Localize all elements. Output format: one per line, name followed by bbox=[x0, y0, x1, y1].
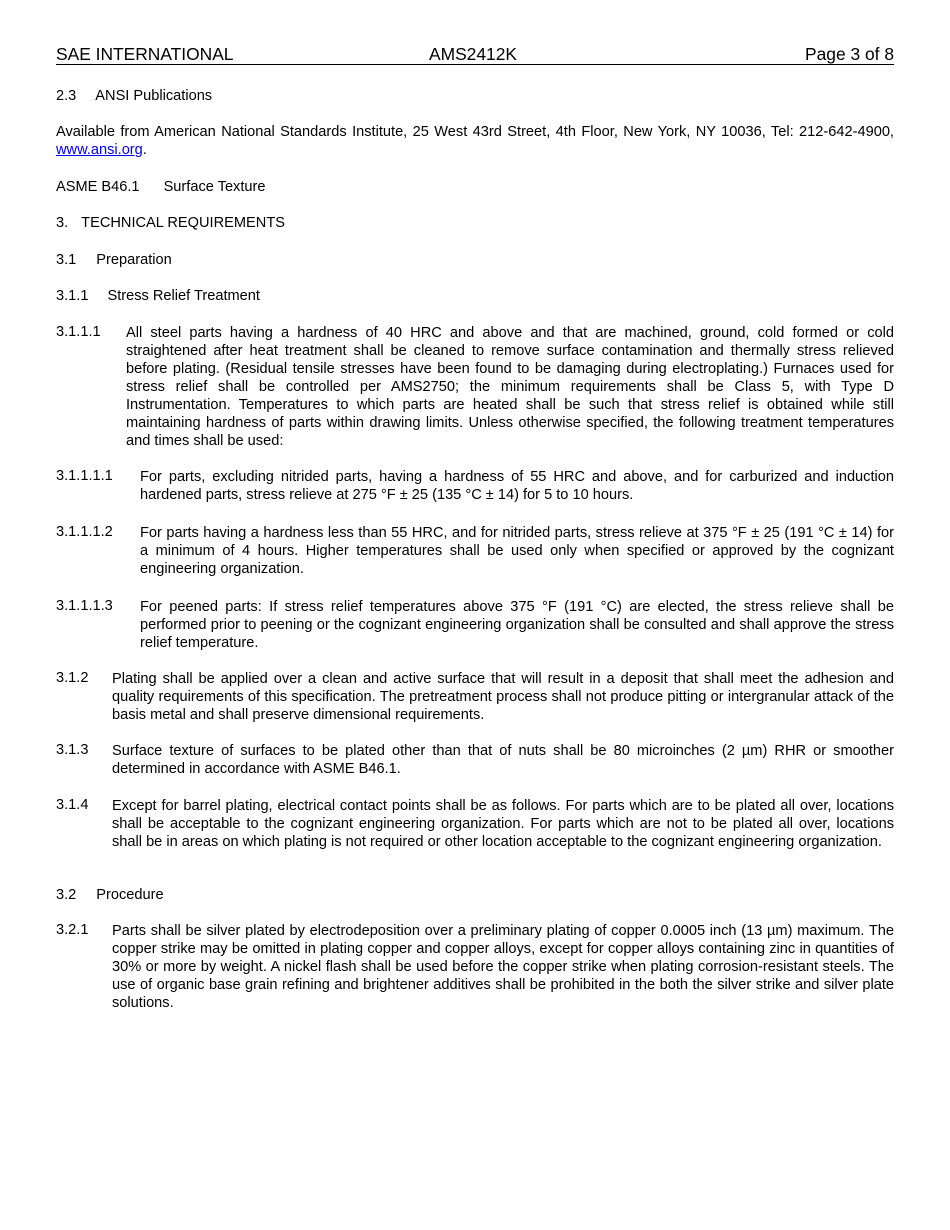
section-title: ANSI Publications bbox=[95, 88, 213, 104]
section-3-2 bbox=[56, 886, 894, 904]
section-3-1-1 bbox=[56, 287, 894, 305]
section-text: For peened parts: If stress relief temperatures above 375 °F (191 °C) are elected, the stress relieve shall be performed prior to peening or the cognizant engineering organization shall be consulted and shall approve the stress relief temperature. bbox=[140, 599, 894, 651]
section-number: 3.1.4 bbox=[56, 797, 89, 813]
section-number: 3.1.1 bbox=[56, 288, 89, 304]
asme-code: ASME B46.1 bbox=[56, 179, 140, 195]
section-3-1-1-1-3 bbox=[56, 598, 894, 652]
section-3-1-3 bbox=[56, 742, 894, 778]
section-3-1-1-1-1 bbox=[56, 468, 894, 504]
section-3-1-1-1-2 bbox=[56, 524, 894, 578]
section-3-1-4 bbox=[56, 797, 894, 851]
section-number: 3.1.1.1 bbox=[56, 324, 101, 340]
header-doc-id: AMS2412K bbox=[429, 44, 517, 64]
section-text: All steel parts having a hardness of 40 HRC and above and that are machined, ground, cold formed or cold straightened after heat treatment shall be cleaned to remove surface contamination and thermally stress relieved before plating. (Residual tensile stresses have been found to be damaging during electroplating.) Furnaces used for stress relief shall be controlled per AMS2750; the minimum requirements shall be Class 5, with Type D Instrumentation. Temperatures to which parts are heated shall be such that stress relief is obtained while still maintaining hardness of parts within drawing limits. Unless otherwise specified, the following treatment temperatures and times shall be used: bbox=[126, 325, 894, 449]
section-text: For parts, excluding nitrided parts, having a hardness of 55 HRC and above, and for carburized and induction hardened parts, stress relieve at 275 °F ± 25 (135 °C ± 14) for 5 to 10 hours. bbox=[140, 469, 894, 503]
section-title: Stress Relief Treatment bbox=[107, 288, 260, 304]
section-number: 3.2.1 bbox=[56, 922, 89, 938]
section-number: 3.2 bbox=[56, 887, 77, 903]
section-text: Surface texture of surfaces to be plated other than that of nuts shall be 80 microinches (2 µm) RHR or smoother determined in accordance with ASME B46.1. bbox=[112, 743, 894, 777]
section-title: Procedure bbox=[96, 887, 164, 903]
section-3-1-1-1 bbox=[56, 324, 894, 450]
section-3 bbox=[56, 214, 894, 232]
section-3-1 bbox=[56, 251, 894, 269]
section-text: Parts shall be silver plated by electrodeposition over a preliminary plating of copper 0.0005 inch (13 µm) maximum. The copper strike may be omitted in plating copper and copper alloys, except for copper alloys containing zinc in quantities of 30% or more by weight. A nickel flash shall be used before the copper strike when plating corrosion-resistant steels. The use of organic base grain refining and brightener additives shall be prohibited in the both the silver strike and silver plate solutions. bbox=[112, 923, 894, 1011]
section-number: 3.1 bbox=[56, 252, 77, 268]
section-number: 2.3 bbox=[56, 88, 77, 104]
ansi-availability bbox=[56, 123, 894, 159]
asme-reference bbox=[56, 178, 894, 196]
section-text: For parts having a hardness less than 55 HRC, and for nitrided parts, stress relieve at 375 °F ± 25 (191 °C ± 14) for a minimum of 4 hours. Higher temperatures shall be used only when specified or approved by the cognizant engineering organization. bbox=[140, 525, 894, 577]
header-org: SAE INTERNATIONAL bbox=[56, 44, 234, 64]
ansi-address-text: Available from American National Standards Institute, 25 West 43rd Street, 4th Floor, New York, NY 10036, Tel: 212-642-4900, bbox=[56, 124, 894, 140]
section-number: 3.1.1.1.3 bbox=[56, 598, 113, 614]
header-page-number: Page 3 of 8 bbox=[805, 44, 894, 64]
section-3-1-2 bbox=[56, 670, 894, 724]
section-number: 3.1.2 bbox=[56, 670, 89, 686]
section-number: 3.1.1.1.1 bbox=[56, 468, 113, 484]
section-number: 3.1.1.1.2 bbox=[56, 524, 113, 540]
document-page bbox=[56, 44, 894, 1011]
asme-title: Surface Texture bbox=[163, 179, 266, 195]
section-title: TECHNICAL REQUIREMENTS bbox=[81, 215, 285, 231]
section-number: 3. bbox=[56, 215, 69, 231]
ansi-link[interactable]: www.ansi.org bbox=[56, 142, 143, 158]
section-text: Except for barrel plating, electrical contact points shall be as follows. For parts which are to be plated all over, locations shall be acceptable to the cognizant engineering organization. For parts which are not to be plated all over, locations shall be in areas on which plating is not required or other location acceptable to the cognizant engineering organization. bbox=[112, 798, 894, 850]
ansi-period: . bbox=[142, 142, 147, 158]
section-text: Plating shall be applied over a clean and active surface that will result in a deposit that shall meet the adhesion and quality requirements of this specification. The pretreatment process shall not produce pitting or intergranular attack of the basis metal and shall preserve dimensional requirements. bbox=[112, 671, 894, 723]
page-header bbox=[56, 44, 894, 65]
section-2-3 bbox=[56, 87, 894, 105]
section-number: 3.1.3 bbox=[56, 742, 89, 758]
section-title: Preparation bbox=[96, 252, 172, 268]
section-3-2-1 bbox=[56, 922, 894, 1012]
